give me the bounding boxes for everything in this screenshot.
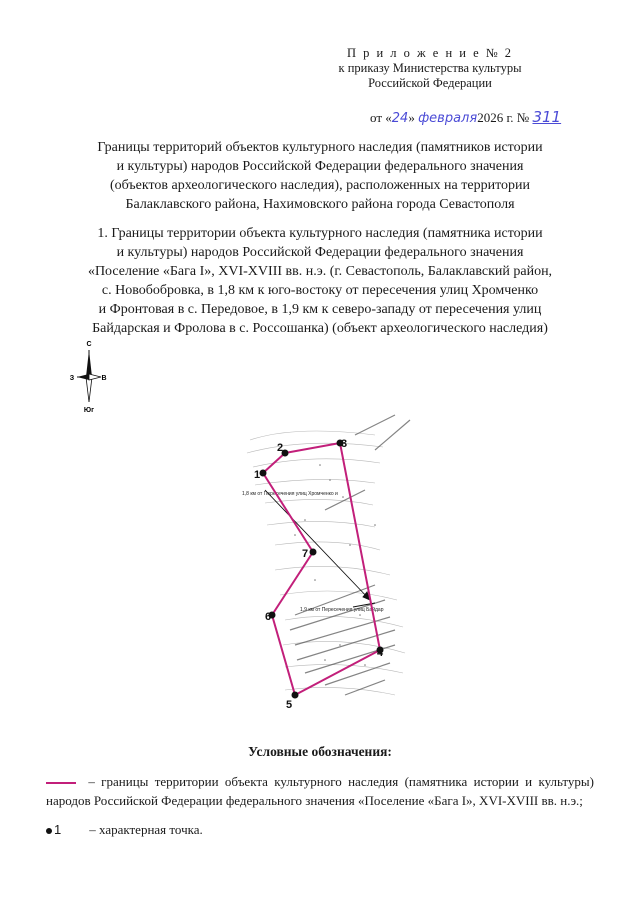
date-prefix: от « [370,110,392,125]
compass-south: Юг [83,407,95,414]
order-number: 311 [532,108,562,126]
heading-line: с. Новобобровка, в 1,8 км к юго-востоку от пересечения улиц Хромченко [101,283,539,298]
date-line [370,108,561,126]
heading-line: 1. Границы территории объекта культурного наследия (памятника истории [97,226,543,241]
boundary-point [292,692,299,699]
legend-title: Условные обозначения: [248,744,392,759]
point-label: 7 [302,548,309,560]
heading-line: и культуры) народов Российской Федерации федерального значения [116,245,524,260]
legend-point-desc: – характерная точка. [89,822,203,837]
map-annotation: 1,8 км от Пересечения улиц Хромченко и [242,491,338,497]
main-heading [40,138,600,214]
compass-north: С [86,341,92,348]
site-boundary-map [225,405,425,725]
heading-line: Байдарская и Фролова в с. Россошанка) (объект археологического наследия) [92,321,548,336]
heading-line: Границы территорий объектов культурного наследия (памятников истории [97,140,543,155]
heading-line: (объектов археологического наследия), расположенных на территории [109,178,531,193]
boundary-point [260,470,267,477]
legend-item-boundary [46,772,594,810]
point-label: 6 [265,611,272,623]
boundary-line-swatch [46,782,76,784]
heading-line: и Фронтовая в с. Передовое, в 1,9 км к северо-западу от пересечения улиц [98,302,542,317]
date-year: 2026 г. № [477,110,533,125]
section-heading [40,224,600,338]
appendix-block [300,46,560,91]
compass-east: В [101,375,107,382]
map-annotation: 1,9 км от Пересечения улиц Байдар [300,607,384,613]
heading-line: и культуры) народов Российской Федерации федерального значения [116,159,524,174]
point-label: 4 [377,647,384,659]
heading-line: «Поселение «Бага I», XVI-XVIII вв. н.э. (г. Севастополь, Балаклавский район, [87,264,553,279]
point-dot-icon [46,828,52,834]
legend-boundary-desc: – границы территории объекта культурного наследия (памятника истории и культуры) народов Российской Федерации федерального значения «Поселение «Бага I», XVI-XVIII вв. н.э.; [46,774,594,808]
date-month: февраля [418,111,478,126]
appendix-ministry: Российской Федерации [368,76,492,90]
point-label: 5 [286,699,293,711]
legend-item-point [46,822,203,838]
appendix-title: П р и л о ж е н и е № 2 [346,46,514,60]
date-mid: » [408,110,419,125]
date-day: 24 [391,111,409,126]
appendix-order: к приказу Министерства культуры [338,61,522,75]
legend-point-number: 1 [54,822,62,837]
point-label: 2 [277,442,284,454]
heading-line: Балаклавского района, Нахимовского района города Севастополя [125,197,515,212]
compass-west: З [69,375,75,382]
point-label: 3 [341,438,348,450]
point-label: 1 [254,469,261,481]
boundary-point [310,549,317,556]
compass-rose-icon [64,336,114,416]
